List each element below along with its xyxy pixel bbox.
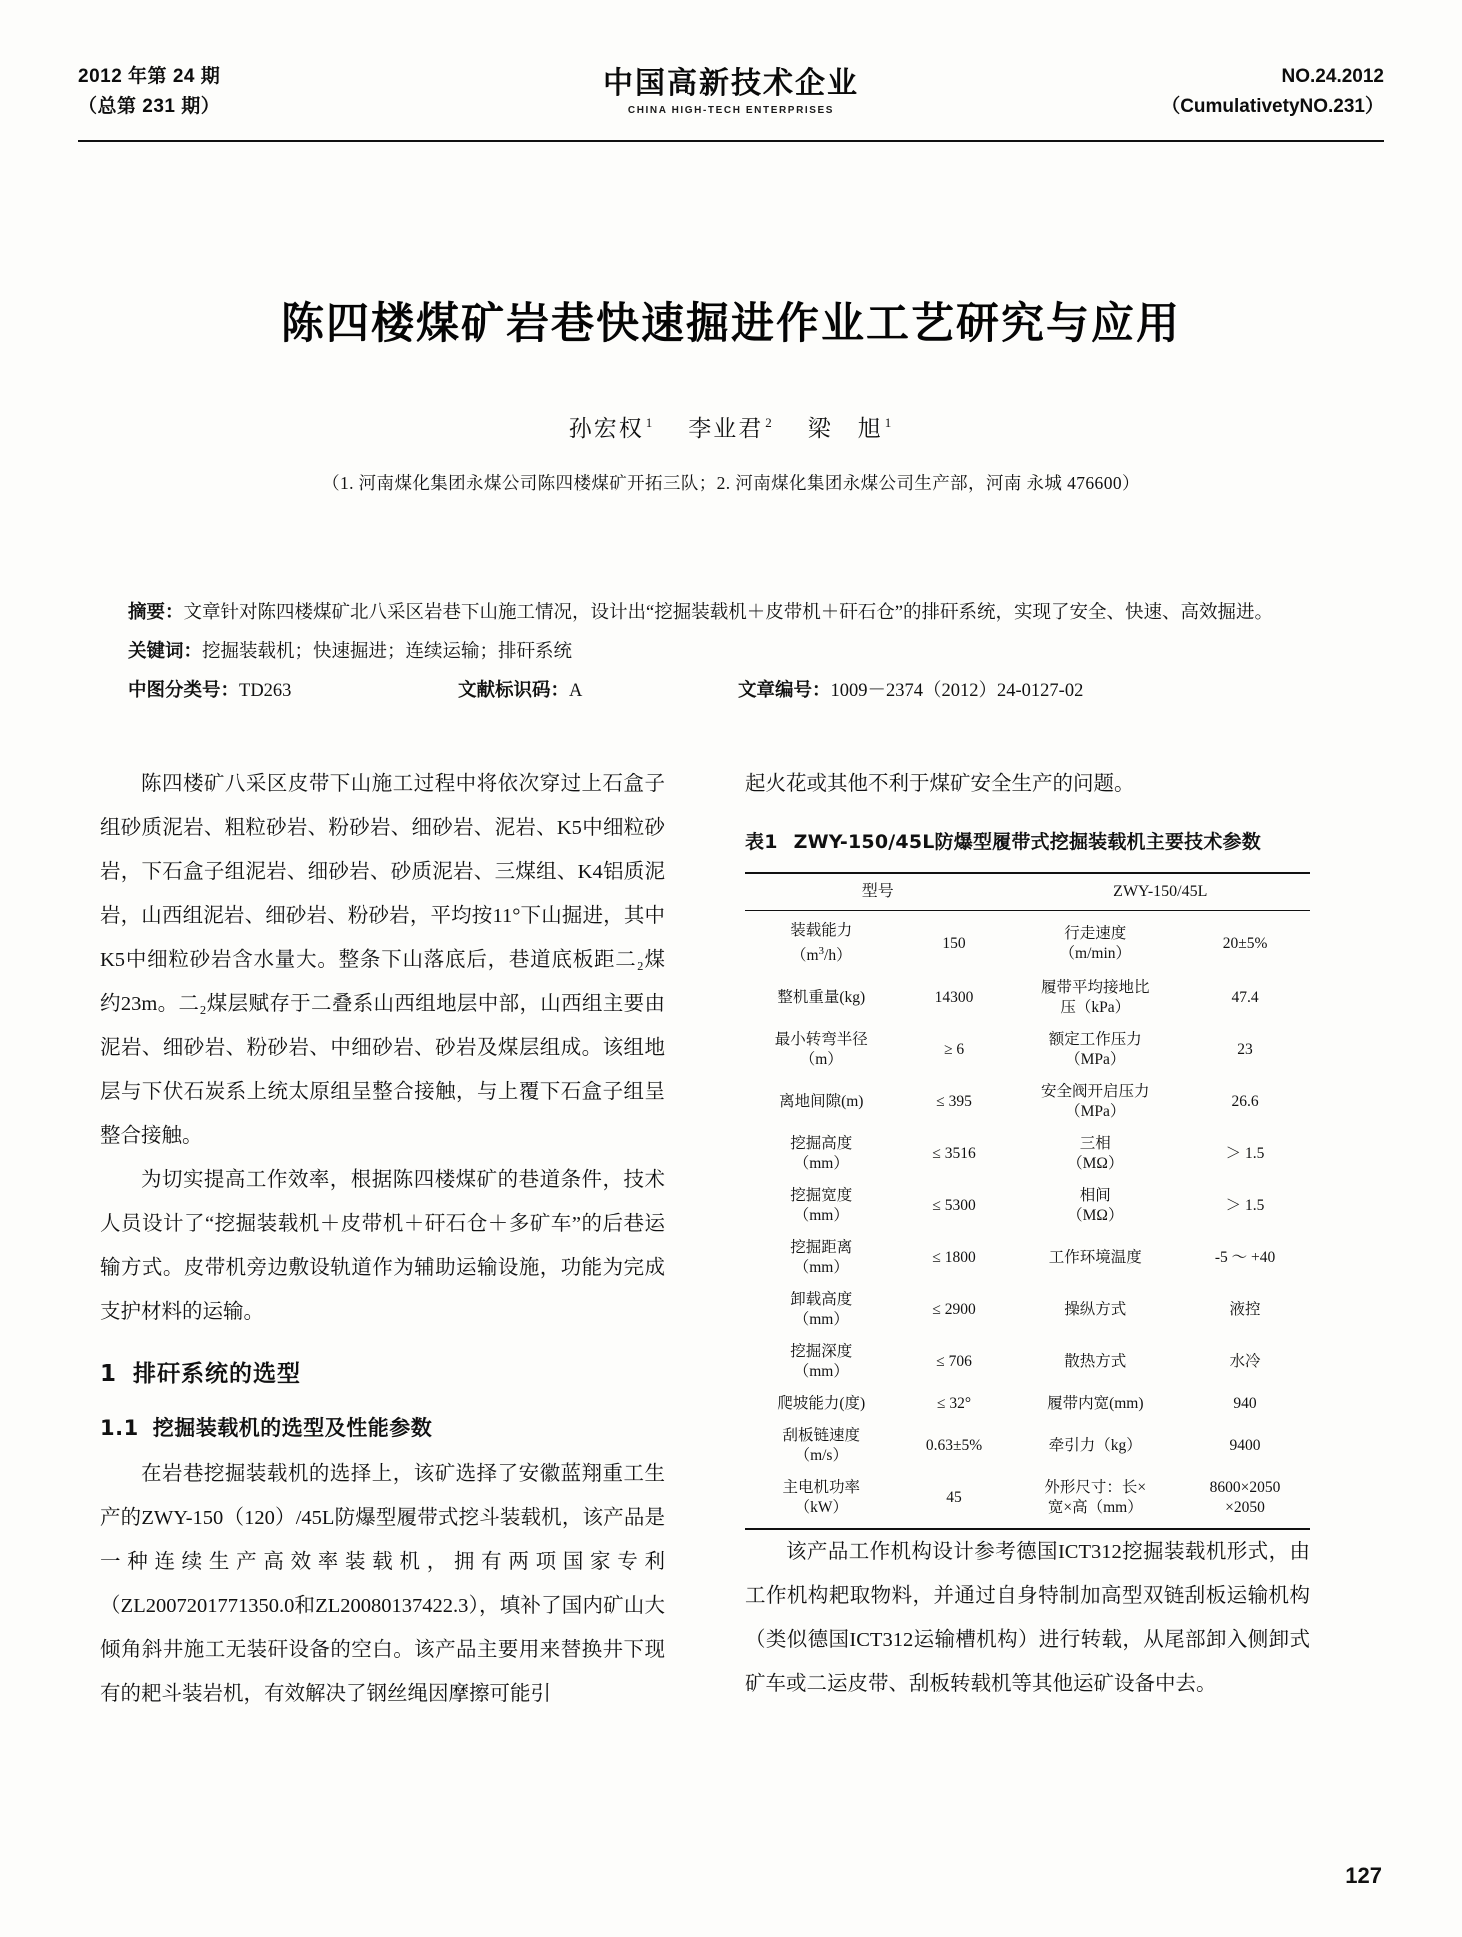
table-cell: 26.6 xyxy=(1231,1093,1259,1111)
table-title: ZWY-150/45L防爆型履带式挖掘装载机主要技术参数 xyxy=(793,831,1261,853)
table-cell: 装载能力 $(m^3/h)$ xyxy=(790,922,853,965)
classification-row xyxy=(128,673,1344,710)
journal-name-en: CHINA HIGH-TECH ENTERPRISES xyxy=(627,105,835,116)
table-cell: 安全阀开启压力 （MPa） xyxy=(1041,1083,1150,1121)
table-cell: 挖掘深度 （mm） xyxy=(790,1343,853,1381)
table-row xyxy=(745,1180,1310,1232)
body-column-right xyxy=(745,762,1310,1706)
table-cell: 最小转弯半径 （m） xyxy=(774,1031,868,1069)
table-cell: 履带内宽(mm) xyxy=(1047,1395,1144,1413)
table-cell: 液控 xyxy=(1229,1301,1261,1319)
author-2-affil-mark: 2 xyxy=(765,415,774,431)
journal-masthead xyxy=(603,58,859,116)
table-cell: 刮板链速度 （m/s） xyxy=(782,1427,861,1465)
table-cell: 相间 （MΩ） xyxy=(1067,1187,1124,1225)
table-cell: 940 xyxy=(1233,1395,1257,1413)
table-cell: ＞ 1.5 xyxy=(1225,1197,1265,1215)
issue-info-en xyxy=(1161,62,1384,122)
subsection-number: 1.1 xyxy=(100,1416,139,1440)
table-cell: 行走速度 （m/min） xyxy=(1059,924,1132,962)
header-divider xyxy=(78,140,1384,142)
table-cell: 履带平均接地比 压（kPa） xyxy=(1041,979,1150,1017)
page-title: 陈四楼煤矿岩巷快速掘进作业工艺研究与应用 xyxy=(281,299,1181,349)
author-3-affil-mark: 1 xyxy=(884,415,894,431)
table-cell: ≤ 1800 xyxy=(932,1249,976,1267)
section-title: 排矸系统的选型 xyxy=(133,1361,302,1387)
table-cell: ≤ 395 xyxy=(936,1093,972,1111)
abstract-label: 摘要： xyxy=(128,603,184,623)
clc-label: 中图分类号： xyxy=(128,681,240,701)
table-row xyxy=(745,1472,1310,1529)
table-row xyxy=(745,911,1310,973)
table-cell: ＞ 1.5 xyxy=(1225,1145,1265,1163)
keywords-label: 关键词： xyxy=(128,642,203,662)
table-row xyxy=(745,873,1310,911)
table-row xyxy=(745,1076,1310,1128)
table-cell: 整机重量(kg) xyxy=(777,989,866,1007)
paragraph: 该产品工作机构设计参考德国ICT312挖掘装载机形式，由工作机构耙取物料，并通过自身特制加高型双链刮板运输机构（类似德国ICT312运输槽机构）进行转载，从尾部卸入侧卸式矿车或二运皮带、刮板转载机等其他运矿设备中去。 xyxy=(745,1541,1310,1696)
journal-name-cn: 中国高新技术企业 xyxy=(603,66,859,101)
paragraph: 陈四楼矿八采区皮带下山施工过程中将依次穿过上石盒子组砂质泥岩、粗粒砂岩、粉砂岩、细砂岩、泥岩、K5中细粒砂岩，下石盒子组泥岩、细砂岩、砂质泥岩、三煤组、K4铝质泥岩，山西组泥岩、细砂岩、粉砂岩，平均按11°下山掘进，其中K5中细粒砂岩含水量大。整条下山落底后，巷道底板距二₂煤约23m。二₂煤层赋存于二叠系山西组地层中部，山西组主要由泥岩、细砂岩、粉砂岩、中细砂岩、砂岩及煤层组成。该组地层与下伏石炭系上统太原组呈整合接触，与上覆下石盒子组呈整合接触。 xyxy=(100,773,665,1147)
paragraph: 为切实提高工作效率，根据陈四楼煤矿的巷道条件，技术人员设计了“挖掘装载机＋皮带机＋矸石仓＋多矿车”的后巷运输方式。皮带机旁边敷设轨道作为辅助运输设施，功能为完成支护材料的运输。 xyxy=(100,1169,665,1323)
paragraph: 起火花或其他不利于煤矿安全生产的问题。 xyxy=(745,773,1135,795)
author-list xyxy=(0,410,1462,443)
table-cell: 工作环境温度 xyxy=(1048,1249,1142,1267)
table-cell: 爬坡能力(度) xyxy=(777,1395,866,1413)
table-cell: 14300 xyxy=(934,989,974,1007)
table-number: 表1 xyxy=(745,831,778,853)
table-row xyxy=(745,1232,1310,1284)
table-cell: 卸载高度 （mm） xyxy=(790,1291,853,1329)
article-number-field xyxy=(738,673,1344,710)
section-heading-1-1 xyxy=(100,1406,665,1450)
table-row xyxy=(745,1284,1310,1336)
table-row xyxy=(745,1128,1310,1180)
table-cell: 牵引力（kg） xyxy=(1048,1437,1142,1455)
doccode-field xyxy=(458,673,738,710)
table-row xyxy=(745,1024,1310,1076)
section-heading-1 xyxy=(100,1352,665,1396)
article-number-label: 文章编号： xyxy=(738,681,831,701)
table-cell: 0.63±5% xyxy=(925,1437,983,1455)
table-cell: 三相 （MΩ） xyxy=(1067,1135,1124,1173)
table-cell: 23 xyxy=(1237,1041,1253,1059)
abstract-text: 文章针对陈四楼煤矿北八采区岩巷下山施工情况，设计出“挖掘装载机＋皮带机＋矸石仓”的排矸系统，实现了安全、快速、高效掘进。 xyxy=(183,603,1273,623)
table-cell: 9400 xyxy=(1229,1437,1261,1455)
table-cell: 8600×2050 ×2050 xyxy=(1180,1472,1310,1529)
doccode-label: 文献标识码： xyxy=(458,681,570,701)
issue-info xyxy=(78,62,220,122)
table-cell: ≥ 6 xyxy=(943,1041,965,1059)
issue-line-2: （总第 231 期） xyxy=(78,96,221,117)
page-number: 127 xyxy=(1345,1863,1382,1888)
table-cell: ≤ 2900 xyxy=(932,1301,976,1319)
table-row xyxy=(745,1420,1310,1472)
author-1-affil-mark: 1 xyxy=(645,415,655,431)
table-caption xyxy=(745,820,1310,864)
table-cell: 挖掘宽度 （mm） xyxy=(790,1187,853,1225)
page-header xyxy=(78,62,1384,132)
table-cell: 离地间隙(m) xyxy=(779,1093,864,1111)
author-affiliation: （1. 河南煤化集团永煤公司陈四楼煤矿开拓三队；2. 河南煤化集团永煤公司生产部，河南 永城 476600） xyxy=(322,473,1140,493)
article-number-value: 1009－2374（2012）24-0127-02 xyxy=(830,681,1084,701)
clc-value: TD263 xyxy=(239,681,292,701)
author-1-name: 孙宏权 xyxy=(568,416,644,441)
table-cell: 47.4 xyxy=(1231,989,1259,1007)
issue-line-1: 2012 年第 24 期 xyxy=(78,66,221,87)
table-row xyxy=(745,1336,1310,1388)
issue-number-en: NO.24.2012 xyxy=(1281,66,1384,87)
table-cell: 主电机功率 （kW） xyxy=(745,1472,898,1529)
table-row xyxy=(745,972,1310,1024)
spec-table xyxy=(745,872,1310,1530)
keywords-text: 挖掘装载机；快速掘进；连续运输；排矸系统 xyxy=(202,642,573,662)
keywords-row xyxy=(128,634,1344,671)
table-cell: -5 ～ +40 xyxy=(1214,1249,1276,1267)
cumulative-number-en: （CumulativetyNO.231） xyxy=(1161,96,1384,117)
table-cell: 外形尺寸：长× 宽×高（mm） xyxy=(1011,1472,1181,1529)
table-cell: 挖掘高度 （mm） xyxy=(790,1135,853,1173)
table-cell: ≤ 706 xyxy=(936,1353,972,1371)
author-3-name: 梁 旭 xyxy=(807,416,883,441)
body-column-left xyxy=(100,762,665,1716)
table-cell: 45 xyxy=(898,1472,1011,1529)
section-number: 1 xyxy=(100,1361,118,1387)
table-cell: 额定工作压力 （MPa） xyxy=(1048,1031,1142,1069)
table-cell: 操纵方式 xyxy=(1064,1301,1127,1319)
subsection-title: 挖掘装载机的选型及性能参数 xyxy=(152,1416,433,1440)
abstract-row xyxy=(128,595,1344,632)
table-cell: ≤ 32° xyxy=(937,1395,972,1413)
table-cell: ≤ 5300 xyxy=(932,1197,976,1215)
table-cell: 20±5% xyxy=(1222,934,1268,952)
paragraph: 在岩巷挖掘装载机的选择上，该矿选择了安徽蓝翔重工生产的ZWY-150（120）/45L防爆型履带式挖斗装载机，该产品是一种连续生产高效率装载机，拥有两项国家专利（ZL2007201771350.0和ZL20080137422.3），填补了国内矿山大倾角斜井施工无装矸设备的空白。该产品主要用来替换井下现有的耙斗装岩机，有效解决了钢丝绳因摩擦可能引 xyxy=(100,1463,665,1705)
clc-field xyxy=(128,673,458,710)
table-cell: 挖掘距离 （mm） xyxy=(790,1239,853,1277)
author-2-name: 李业君 xyxy=(688,416,764,441)
table-cell: 水冷 xyxy=(1229,1353,1261,1371)
table-row xyxy=(745,1388,1310,1420)
table-cell: ≤ 3516 xyxy=(932,1145,976,1163)
table-header-value: ZWY-150/45L xyxy=(1011,873,1310,911)
table-cell: 散热方式 xyxy=(1064,1353,1127,1371)
table-cell: 150 xyxy=(942,934,966,952)
doccode-value: A xyxy=(569,681,583,701)
table-header-label: 型号 xyxy=(745,873,1011,911)
abstract-block xyxy=(128,595,1344,712)
